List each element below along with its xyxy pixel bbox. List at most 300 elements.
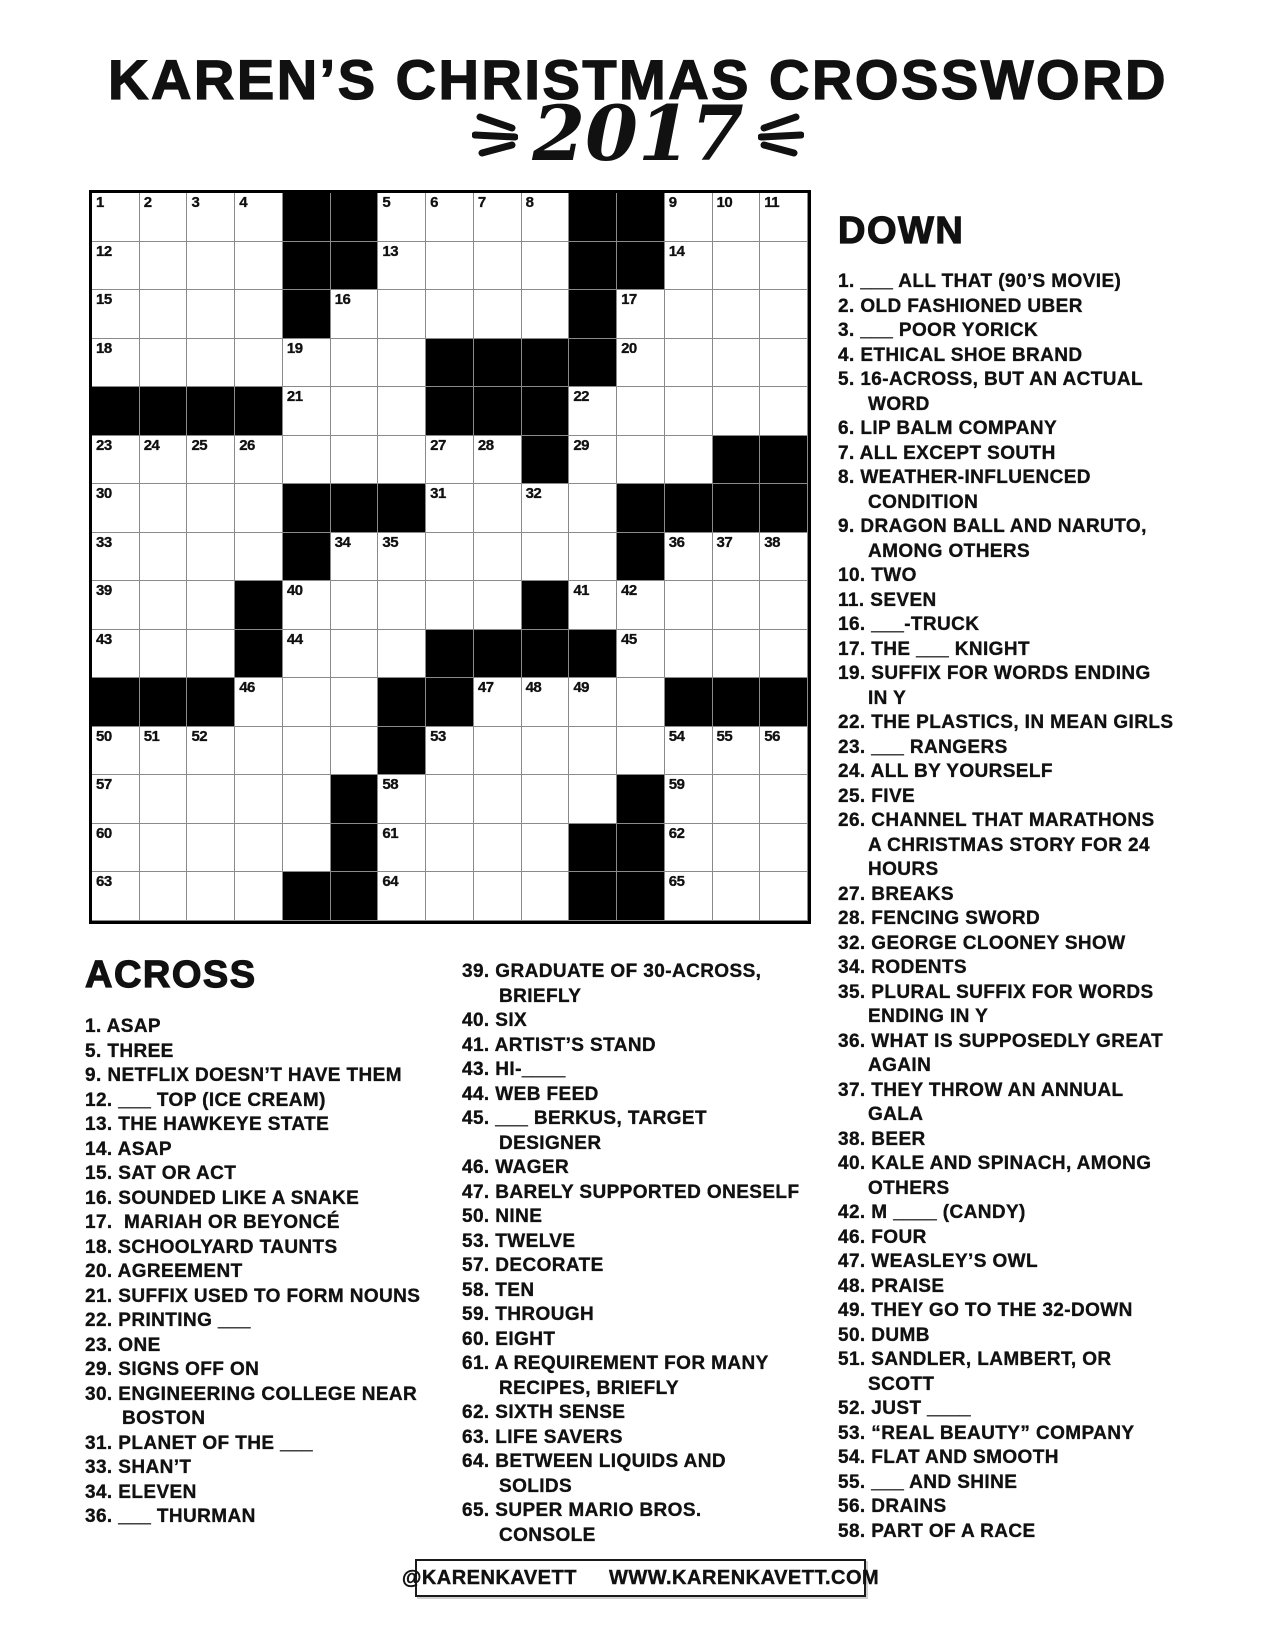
down-clue-37 bbox=[838, 1079, 1258, 1128]
grid-cell-black bbox=[331, 242, 379, 291]
across-clue-64 bbox=[462, 1450, 802, 1499]
grid-cell[interactable] bbox=[569, 484, 617, 533]
grid-cell[interactable] bbox=[378, 872, 426, 921]
grid-cell[interactable] bbox=[426, 436, 474, 485]
clue-line: DESIGNER bbox=[499, 1132, 602, 1154]
grid-cell[interactable] bbox=[474, 678, 522, 727]
across-clue-61 bbox=[462, 1352, 802, 1401]
grid-cell[interactable] bbox=[235, 727, 283, 776]
down-clue-58 bbox=[838, 1520, 1258, 1545]
cell-number: 50 bbox=[96, 727, 112, 745]
grid-cell[interactable] bbox=[92, 872, 140, 921]
grid-cell[interactable] bbox=[474, 775, 522, 824]
grid-cell[interactable] bbox=[713, 581, 761, 630]
grid-cell[interactable] bbox=[474, 533, 522, 582]
grid-cell-black bbox=[617, 824, 665, 873]
grid-cell[interactable] bbox=[378, 775, 426, 824]
grid-cell[interactable] bbox=[187, 727, 235, 776]
grid-cell[interactable] bbox=[426, 824, 474, 873]
grid-cell[interactable] bbox=[235, 533, 283, 582]
grid-cell[interactable] bbox=[283, 581, 331, 630]
across-clue-1 bbox=[85, 1015, 465, 1040]
grid-cell-black bbox=[569, 824, 617, 873]
clue-line: 24. ALL BY YOURSELF bbox=[838, 761, 1053, 782]
grid-cell[interactable] bbox=[331, 533, 379, 582]
cell-number: 39 bbox=[96, 582, 112, 600]
grid-cell[interactable] bbox=[665, 193, 713, 242]
cell-number: 40 bbox=[286, 582, 303, 600]
grid-cell-black bbox=[140, 387, 188, 436]
grid-cell[interactable] bbox=[187, 484, 235, 533]
clue-line: 3. ___ POOR YORICK bbox=[838, 320, 1039, 341]
cell-number: 23 bbox=[96, 436, 112, 454]
grid-cell-black bbox=[283, 533, 331, 582]
clue-line: 56. DRAINS bbox=[838, 1496, 947, 1517]
grid-cell[interactable] bbox=[474, 484, 522, 533]
grid-cell[interactable] bbox=[713, 775, 761, 824]
across-clue-60 bbox=[462, 1328, 802, 1353]
grid-cell[interactable] bbox=[235, 484, 283, 533]
grid-cell[interactable] bbox=[569, 436, 617, 485]
clue-line: 51. SANDLER, LAMBERT, OR bbox=[838, 1349, 1112, 1370]
clue-line: OTHERS bbox=[868, 1177, 950, 1199]
clue-line: 5. 16-ACROSS, BUT AN ACTUAL bbox=[838, 369, 1143, 390]
grid-cell[interactable] bbox=[140, 290, 188, 339]
grid-cell[interactable] bbox=[140, 824, 188, 873]
cell-number: 35 bbox=[382, 533, 399, 551]
grid-cell[interactable] bbox=[331, 678, 379, 727]
grid-cell[interactable] bbox=[522, 290, 570, 339]
grid-cell-black bbox=[617, 484, 665, 533]
grid-cell[interactable] bbox=[187, 290, 235, 339]
grid-cell[interactable] bbox=[140, 630, 188, 679]
grid-cell[interactable] bbox=[235, 290, 283, 339]
grid-cell[interactable] bbox=[378, 630, 426, 679]
grid-cell[interactable] bbox=[92, 339, 140, 388]
grid-cell[interactable] bbox=[713, 290, 761, 339]
grid-cell[interactable] bbox=[569, 678, 617, 727]
clue-line: 49. THEY GO TO THE 32-DOWN bbox=[838, 1300, 1133, 1321]
grid-cell-black bbox=[522, 581, 570, 630]
clue-line: 20. AGREEMENT bbox=[85, 1261, 243, 1282]
grid-cell[interactable] bbox=[665, 775, 713, 824]
grid-cell[interactable] bbox=[235, 436, 283, 485]
grid-cell-black bbox=[235, 630, 283, 679]
clue-line: A CHRISTMAS STORY FOR 24 bbox=[868, 834, 1150, 856]
grid-cell[interactable] bbox=[474, 872, 522, 921]
clue-line: 41. ARTIST’S STAND bbox=[462, 1034, 657, 1056]
grid-cell[interactable] bbox=[426, 727, 474, 776]
year-row bbox=[0, 89, 1276, 178]
grid-cell[interactable] bbox=[474, 290, 522, 339]
grid-cell[interactable] bbox=[331, 727, 379, 776]
clue-line: 22. PRINTING ___ bbox=[85, 1310, 251, 1331]
across-clue-47 bbox=[462, 1181, 802, 1206]
grid-cell-black bbox=[187, 387, 235, 436]
grid-cell[interactable] bbox=[713, 872, 761, 921]
cell-number: 48 bbox=[525, 679, 542, 697]
grid-cell-black bbox=[617, 775, 665, 824]
grid-cell-black bbox=[569, 339, 617, 388]
grid-cell[interactable] bbox=[426, 193, 474, 242]
grid-cell-black bbox=[378, 727, 426, 776]
grid-cell[interactable] bbox=[522, 533, 570, 582]
grid-cell[interactable] bbox=[187, 775, 235, 824]
grid-cell[interactable] bbox=[713, 242, 761, 291]
grid-cell[interactable] bbox=[617, 290, 665, 339]
grid-cell[interactable] bbox=[92, 533, 140, 582]
grid-cell[interactable] bbox=[760, 339, 808, 388]
grid-cell[interactable] bbox=[283, 339, 331, 388]
grid-cell[interactable] bbox=[617, 581, 665, 630]
grid-cell[interactable] bbox=[760, 824, 808, 873]
grid-cell[interactable] bbox=[760, 242, 808, 291]
grid-cell[interactable] bbox=[426, 290, 474, 339]
grid-cell[interactable] bbox=[235, 872, 283, 921]
down-clue-6 bbox=[838, 417, 1258, 442]
grid-cell[interactable] bbox=[665, 387, 713, 436]
grid-cell[interactable] bbox=[331, 436, 379, 485]
grid-cell[interactable] bbox=[92, 436, 140, 485]
cell-number: 5 bbox=[382, 194, 391, 211]
down-clue-36 bbox=[838, 1030, 1258, 1079]
across-clue-30 bbox=[85, 1383, 465, 1432]
clue-line: 17. MARIAH OR BEYONCÉ bbox=[85, 1212, 340, 1233]
grid-cell[interactable] bbox=[426, 533, 474, 582]
grid-cell[interactable] bbox=[617, 387, 665, 436]
clue-line: 43. HI-____ bbox=[462, 1059, 566, 1080]
grid-cell[interactable] bbox=[474, 727, 522, 776]
grid-cell[interactable] bbox=[760, 775, 808, 824]
clue-line: 58. PART OF A RACE bbox=[838, 1520, 1036, 1542]
grid-cell-black bbox=[713, 678, 761, 727]
cell-number: 7 bbox=[477, 194, 486, 211]
grid-cell[interactable] bbox=[665, 339, 713, 388]
grid-cell[interactable] bbox=[665, 242, 713, 291]
cell-number: 54 bbox=[668, 727, 685, 745]
grid-cell-black bbox=[569, 630, 617, 679]
cell-number: 55 bbox=[716, 727, 733, 745]
grid-cell[interactable] bbox=[522, 775, 570, 824]
grid-cell[interactable] bbox=[569, 581, 617, 630]
across-clue-46 bbox=[462, 1156, 802, 1181]
grid-cell[interactable] bbox=[474, 824, 522, 873]
grid-cell[interactable] bbox=[187, 630, 235, 679]
across-clue-39 bbox=[462, 960, 802, 1009]
cell-number: 65 bbox=[668, 873, 685, 891]
grid-cell[interactable] bbox=[665, 824, 713, 873]
clue-line: 58. TEN bbox=[462, 1279, 535, 1301]
clue-line: 59. THROUGH bbox=[462, 1304, 595, 1325]
grid-cell[interactable] bbox=[140, 193, 188, 242]
cell-number: 44 bbox=[286, 630, 303, 648]
grid-cell[interactable] bbox=[760, 533, 808, 582]
grid-cell[interactable] bbox=[665, 581, 713, 630]
grid-cell[interactable] bbox=[378, 193, 426, 242]
clue-line: 60. EIGHT bbox=[462, 1328, 556, 1350]
grid-cell[interactable] bbox=[569, 533, 617, 582]
across-clue-63 bbox=[462, 1426, 802, 1451]
grid-cell[interactable] bbox=[140, 242, 188, 291]
flourish-left-icon bbox=[472, 105, 518, 163]
grid-cell[interactable] bbox=[283, 824, 331, 873]
grid-cell[interactable] bbox=[569, 387, 617, 436]
across-clue-29 bbox=[85, 1358, 465, 1383]
grid-cell[interactable] bbox=[331, 290, 379, 339]
grid-cell-black bbox=[617, 193, 665, 242]
grid-cell-black bbox=[187, 678, 235, 727]
grid-cell[interactable] bbox=[713, 193, 761, 242]
grid-cell[interactable] bbox=[283, 630, 331, 679]
down-clue-38 bbox=[838, 1128, 1258, 1153]
cell-number: 52 bbox=[191, 727, 208, 745]
down-clue-11 bbox=[838, 589, 1258, 614]
grid-cell[interactable] bbox=[331, 630, 379, 679]
down-clue-28 bbox=[838, 907, 1258, 932]
grid-cell[interactable] bbox=[378, 339, 426, 388]
grid-cell[interactable] bbox=[187, 824, 235, 873]
across-clue-33 bbox=[85, 1456, 465, 1481]
grid-cell[interactable] bbox=[140, 581, 188, 630]
grid-cell[interactable] bbox=[187, 339, 235, 388]
clue-line: 12. ___ TOP (ICE CREAM) bbox=[85, 1089, 326, 1111]
across-clue-58 bbox=[462, 1279, 802, 1304]
cell-number: 33 bbox=[96, 533, 112, 551]
grid-cell[interactable] bbox=[283, 387, 331, 436]
cell-number: 14 bbox=[668, 242, 685, 260]
clue-line: 45. ___ BERKUS, TARGET bbox=[462, 1108, 707, 1129]
clue-line: 34. ELEVEN bbox=[85, 1481, 197, 1503]
grid-cell[interactable] bbox=[617, 727, 665, 776]
clue-line: 26. CHANNEL THAT MARATHONS bbox=[838, 810, 1155, 831]
grid-cell[interactable] bbox=[665, 436, 713, 485]
grid-cell[interactable] bbox=[92, 775, 140, 824]
clue-line: 40. KALE AND SPINACH, AMONG bbox=[838, 1153, 1152, 1174]
clue-line: 1. ASAP bbox=[85, 1016, 162, 1037]
across-clue-5 bbox=[85, 1040, 465, 1065]
flourish-right-icon bbox=[758, 105, 804, 163]
grid-cell[interactable] bbox=[187, 193, 235, 242]
grid-cell[interactable] bbox=[713, 630, 761, 679]
grid-cell[interactable] bbox=[617, 630, 665, 679]
grid-cell[interactable] bbox=[140, 339, 188, 388]
clue-line: 27. BREAKS bbox=[838, 883, 954, 905]
grid-cell[interactable] bbox=[140, 775, 188, 824]
grid-cell[interactable] bbox=[378, 824, 426, 873]
grid-cell[interactable] bbox=[569, 727, 617, 776]
clue-line: 14. ASAP bbox=[85, 1138, 172, 1160]
down-clue-51 bbox=[838, 1348, 1258, 1397]
grid-cell[interactable] bbox=[235, 242, 283, 291]
grid-cell-black bbox=[378, 678, 426, 727]
grid-cell[interactable] bbox=[617, 678, 665, 727]
grid-cell[interactable] bbox=[426, 581, 474, 630]
grid-cell-black bbox=[235, 581, 283, 630]
grid-cell[interactable] bbox=[283, 436, 331, 485]
cell-number: 10 bbox=[716, 194, 733, 211]
grid-cell[interactable] bbox=[92, 242, 140, 291]
grid-cell[interactable] bbox=[522, 824, 570, 873]
cell-number: 21 bbox=[286, 388, 303, 406]
grid-cell[interactable] bbox=[187, 533, 235, 582]
cell-number: 25 bbox=[191, 436, 208, 454]
grid-cell[interactable] bbox=[665, 533, 713, 582]
clue-line: 30. ENGINEERING COLLEGE NEAR bbox=[85, 1383, 418, 1405]
grid-cell[interactable] bbox=[665, 872, 713, 921]
grid-cell[interactable] bbox=[426, 775, 474, 824]
grid-cell[interactable] bbox=[426, 872, 474, 921]
grid-cell[interactable] bbox=[713, 533, 761, 582]
across-clue-17 bbox=[85, 1211, 465, 1236]
grid-cell[interactable] bbox=[235, 339, 283, 388]
grid-cell[interactable] bbox=[378, 387, 426, 436]
grid-cell[interactable] bbox=[92, 581, 140, 630]
grid-cell[interactable] bbox=[140, 484, 188, 533]
cell-number: 62 bbox=[668, 824, 685, 842]
grid-cell[interactable] bbox=[283, 678, 331, 727]
grid-cell[interactable] bbox=[760, 193, 808, 242]
clue-line: RECIPES, BRIEFLY bbox=[499, 1377, 679, 1399]
cell-number: 47 bbox=[477, 679, 494, 697]
cell-number: 30 bbox=[96, 485, 112, 503]
down-clue-56 bbox=[838, 1495, 1258, 1520]
grid-cell[interactable] bbox=[235, 678, 283, 727]
clue-line: 40. SIX bbox=[462, 1010, 528, 1031]
grid-cell[interactable] bbox=[140, 436, 188, 485]
clue-line: IN Y bbox=[868, 687, 907, 709]
down-clue-16 bbox=[838, 613, 1258, 638]
grid-cell[interactable] bbox=[92, 727, 140, 776]
grid-cell[interactable] bbox=[378, 290, 426, 339]
clue-line: BOSTON bbox=[122, 1408, 206, 1429]
grid-cell[interactable] bbox=[331, 339, 379, 388]
grid-cell[interactable] bbox=[522, 727, 570, 776]
grid-cell[interactable] bbox=[474, 581, 522, 630]
cell-number: 8 bbox=[525, 194, 534, 211]
grid-cell[interactable] bbox=[92, 630, 140, 679]
grid-cell[interactable] bbox=[378, 581, 426, 630]
grid-cell[interactable] bbox=[665, 290, 713, 339]
cell-number: 18 bbox=[96, 339, 112, 357]
grid-cell-black bbox=[522, 630, 570, 679]
grid-cell[interactable] bbox=[760, 581, 808, 630]
grid-cell[interactable] bbox=[522, 242, 570, 291]
grid-cell[interactable] bbox=[331, 387, 379, 436]
grid-cell-black bbox=[426, 387, 474, 436]
clue-line: CONSOLE bbox=[499, 1524, 596, 1546]
grid-cell[interactable] bbox=[665, 630, 713, 679]
clue-line: 21. SUFFIX USED TO FORM NOUNS bbox=[85, 1285, 421, 1307]
grid-cell[interactable] bbox=[331, 581, 379, 630]
grid-cell[interactable] bbox=[522, 678, 570, 727]
grid-cell[interactable] bbox=[140, 872, 188, 921]
grid-cell[interactable] bbox=[378, 533, 426, 582]
grid-cell[interactable] bbox=[713, 339, 761, 388]
grid-cell[interactable] bbox=[474, 242, 522, 291]
grid-cell[interactable] bbox=[92, 193, 140, 242]
grid-cell[interactable] bbox=[140, 533, 188, 582]
clue-line: 32. GEORGE CLOONEY SHOW bbox=[838, 932, 1126, 954]
cell-number: 56 bbox=[764, 727, 780, 745]
grid-cell[interactable] bbox=[760, 872, 808, 921]
grid-cell[interactable] bbox=[760, 387, 808, 436]
grid-cell-black bbox=[92, 678, 140, 727]
cell-number: 64 bbox=[382, 873, 399, 891]
cell-number: 32 bbox=[525, 485, 542, 503]
grid-cell[interactable] bbox=[522, 872, 570, 921]
down-clue-7 bbox=[838, 442, 1258, 467]
across-clue-44 bbox=[462, 1083, 802, 1108]
down-clue-53 bbox=[838, 1422, 1258, 1447]
grid-cell[interactable] bbox=[522, 484, 570, 533]
grid-cell[interactable] bbox=[760, 727, 808, 776]
grid-cell[interactable] bbox=[187, 581, 235, 630]
grid-cell[interactable] bbox=[474, 193, 522, 242]
page-title: KAREN’S CHRISTMAS CROSSWORD bbox=[108, 48, 1168, 111]
grid-cell[interactable] bbox=[474, 436, 522, 485]
grid-cell[interactable] bbox=[713, 824, 761, 873]
grid-cell[interactable] bbox=[283, 727, 331, 776]
clue-line: 2. OLD FASHIONED UBER bbox=[838, 295, 1083, 317]
grid-cell[interactable] bbox=[617, 436, 665, 485]
down-clue-4 bbox=[838, 344, 1258, 369]
grid-cell[interactable] bbox=[235, 775, 283, 824]
grid-cell[interactable] bbox=[283, 775, 331, 824]
grid-cell[interactable] bbox=[569, 775, 617, 824]
grid-cell-black bbox=[713, 484, 761, 533]
grid-cell[interactable] bbox=[140, 727, 188, 776]
clue-line: CONDITION bbox=[868, 491, 979, 513]
across-clue-18 bbox=[85, 1236, 465, 1261]
cell-number: 49 bbox=[573, 679, 590, 697]
cell-number: 20 bbox=[621, 339, 637, 357]
grid-cell[interactable] bbox=[235, 824, 283, 873]
grid-cell[interactable] bbox=[426, 242, 474, 291]
grid-cell[interactable] bbox=[760, 630, 808, 679]
clue-line: 7. ALL EXCEPT SOUTH bbox=[838, 442, 1056, 464]
grid-cell[interactable] bbox=[92, 484, 140, 533]
grid-cell[interactable] bbox=[713, 387, 761, 436]
cell-number: 59 bbox=[668, 776, 685, 794]
down-clue-17 bbox=[838, 638, 1258, 663]
grid-cell[interactable] bbox=[760, 290, 808, 339]
grid-cell[interactable] bbox=[92, 824, 140, 873]
grid-cell[interactable] bbox=[378, 436, 426, 485]
grid-cell[interactable] bbox=[187, 242, 235, 291]
grid-cell-black bbox=[665, 484, 713, 533]
grid-cell-black bbox=[331, 824, 379, 873]
cell-number: 13 bbox=[382, 242, 399, 260]
grid-cell[interactable] bbox=[522, 193, 570, 242]
down-clue-50 bbox=[838, 1324, 1258, 1349]
cell-number: 9 bbox=[668, 194, 677, 211]
footer-handle: @KARENKAVETT bbox=[401, 1566, 577, 1589]
down-clue-5 bbox=[838, 368, 1258, 417]
grid-cell[interactable] bbox=[187, 436, 235, 485]
grid-cell[interactable] bbox=[426, 484, 474, 533]
grid-cell[interactable] bbox=[713, 727, 761, 776]
clue-line: 54. FLAT AND SMOOTH bbox=[838, 1447, 1059, 1468]
grid-cell[interactable] bbox=[187, 872, 235, 921]
grid-cell[interactable] bbox=[617, 339, 665, 388]
down-clue-35 bbox=[838, 981, 1258, 1030]
grid-cell[interactable] bbox=[378, 242, 426, 291]
grid-cell[interactable] bbox=[92, 290, 140, 339]
clue-line: 57. DECORATE bbox=[462, 1255, 604, 1276]
grid-cell[interactable] bbox=[665, 727, 713, 776]
grid-cell[interactable] bbox=[235, 193, 283, 242]
grid-cell-black bbox=[283, 484, 331, 533]
